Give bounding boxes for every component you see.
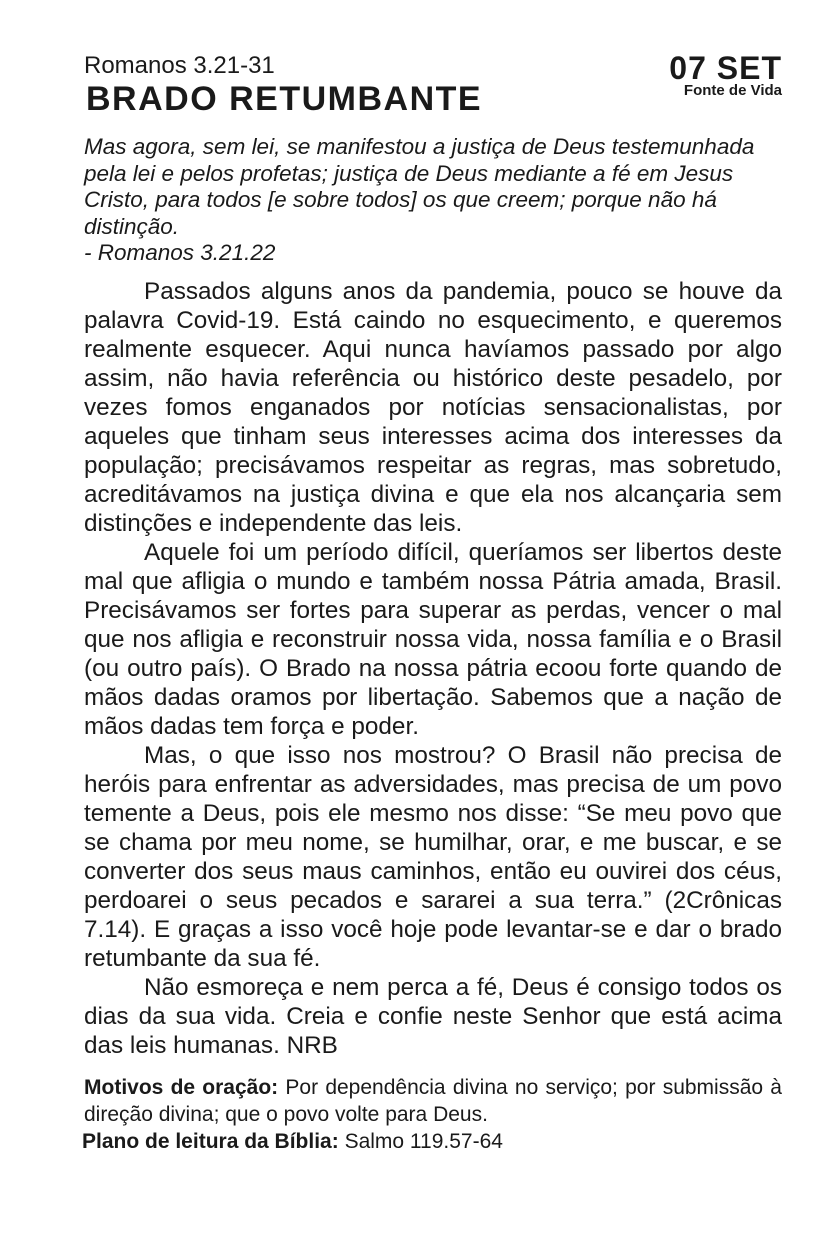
reading-plan-label: Plano de leitura da Bíblia: xyxy=(82,1129,339,1153)
source-label: Fonte de Vida xyxy=(683,82,782,99)
prayer-text: Por dependência divina no serviço; por submissão à direção divina; que o povo volte para Deus. xyxy=(84,1075,782,1126)
prayer-label: Motivos de oração: xyxy=(84,1075,279,1099)
key-verse: Mas agora, sem lei, se manifestou a justiça de Deus testemunhada pela lei e pelos profetas; justiça de Deus mediante a fé em Jesus Cristo, para todos [e sobre todos] os que creem; porque não há distinção. xyxy=(84,134,755,239)
paragraph: Aquele foi um período difícil, queríamos ser libertos deste mal que afligia o mundo e também nossa Pátria amada, Brasil. Precisávamos ser fortes para superar as perdas, vencer o mal que nos afligia e reconstruir nossa vida, nossa família e o Brasil (ou outro país). O Brado na nossa pátria ecoou forte quando de mãos dadas oramos por libertação. Sabemos que a nação de mãos dadas tem força e poder. xyxy=(84,538,782,740)
paragraph: Não esmoreça e nem perca a fé, Deus é consigo todos os dias da sua vida. Creia e confie neste Senhor que está acima das leis humanas. NRB xyxy=(84,973,782,1059)
devotional-body xyxy=(84,277,782,1060)
scripture-reference: Romanos 3.21-31 xyxy=(84,52,275,79)
page-title: BRADO RETUMBANTE xyxy=(86,80,483,118)
reading-plan-text: Salmo 119.57-64 xyxy=(344,1129,503,1153)
date-label: 07 SET xyxy=(669,50,782,86)
header xyxy=(84,50,782,122)
devotional-page xyxy=(84,50,782,1155)
verse-citation: - Romanos 3.21.22 xyxy=(84,240,276,265)
paragraph: Mas, o que isso nos mostrou? O Brasil não precisa de heróis para enfrentar as adversidades, mas precisa de um povo temente a Deus, pois ele mesmo nos disse: “Se meu povo que se chama por meu nome, se humilhar, orar, e me buscar, e se converter dos seus maus caminhos, então eu ouvirei dos céus, perdoarei o seus pecados e sararei a sua terra.” (2Crônicas 7.14). E graças a isso você hoje pode levantar-se e dar o brado retumbante da sua fé. xyxy=(84,741,782,972)
prayer-topics xyxy=(84,1074,782,1128)
paragraph: Passados alguns anos da pandemia, pouco se houve da palavra Covid-19. Está caindo no esquecimento, e queremos realmente esquecer. Aqui nunca havíamos passado por algo assim, não havia referência ou histórico deste pesadelo, por vezes fomos enganados por notícias sensacionalistas, por aqueles que tinham seus interesses acima dos interesses da população; precisávamos respeitar as regras, mas sobretudo, acreditávamos na justiça divina e que ela nos alcançaria sem distinções e independente das leis. xyxy=(84,277,782,537)
reading-plan xyxy=(82,1128,782,1155)
